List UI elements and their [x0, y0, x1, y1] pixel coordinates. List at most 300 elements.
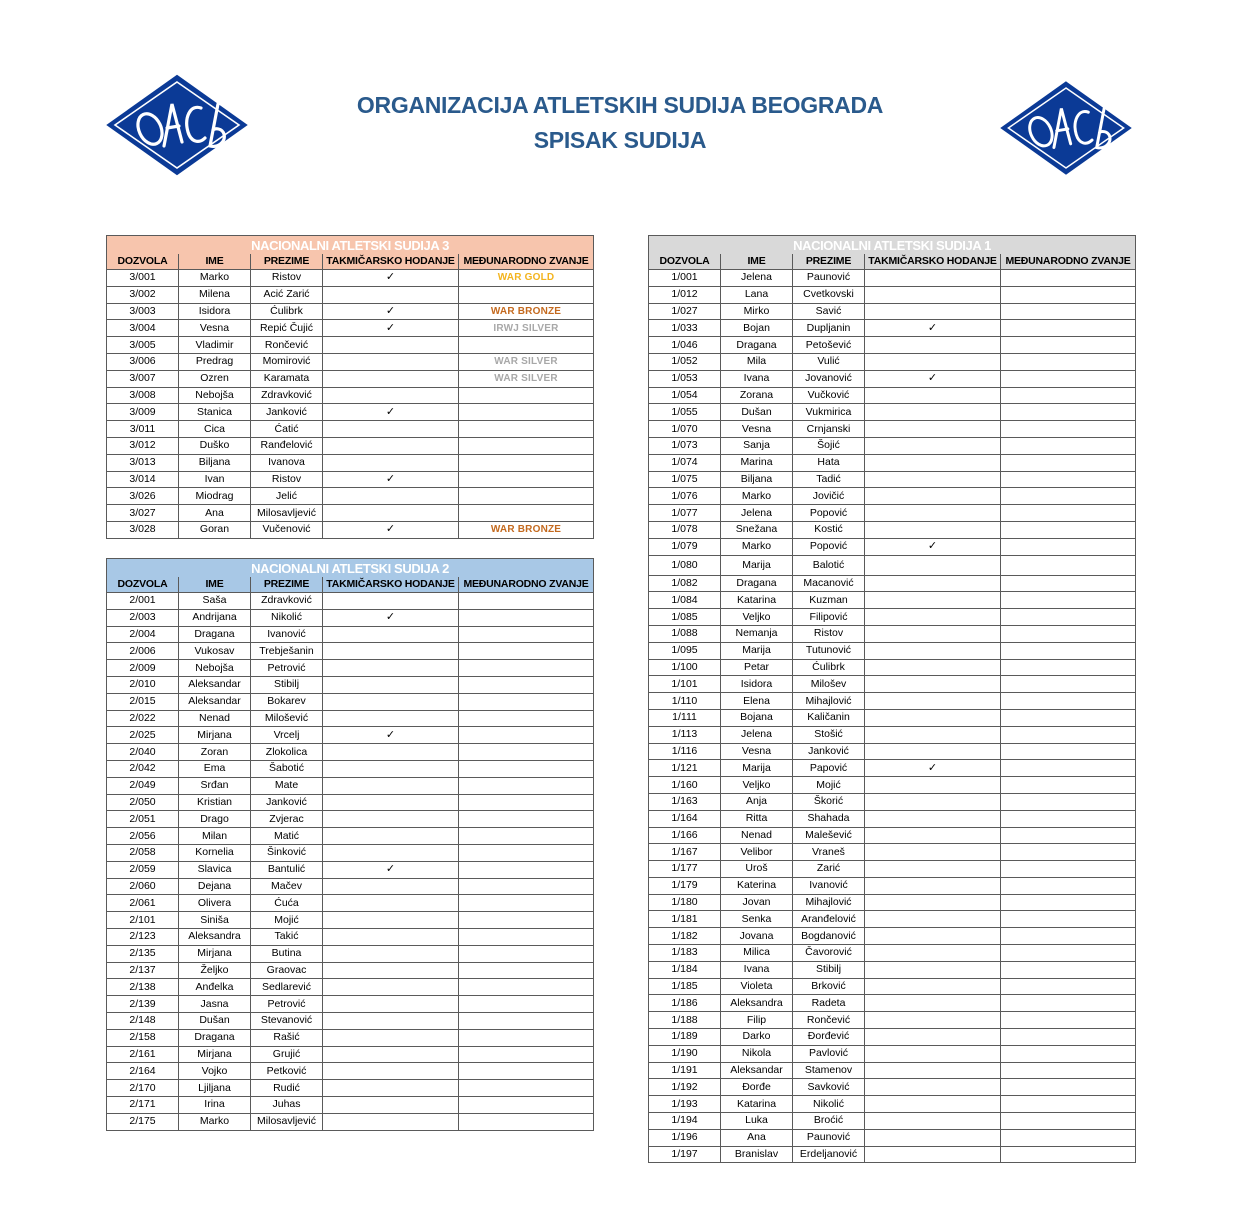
col-hodanje — [865, 609, 1001, 626]
col-hodanje — [865, 877, 1001, 894]
col-zvanje: IRWJ SILVER — [459, 320, 594, 337]
table-row — [649, 592, 1136, 609]
col-prezime: Mihajlović — [793, 693, 865, 710]
col-prezime: Popović — [793, 538, 865, 555]
table-title-row — [107, 236, 594, 255]
col-dozvola: 2/061 — [107, 895, 179, 912]
col-zvanje — [459, 945, 594, 962]
col-zvanje-header: MEĐUNARODNO ZVANJE — [459, 254, 594, 270]
column-header-row — [107, 577, 594, 593]
col-hodanje — [865, 1146, 1001, 1163]
col-zvanje: WAR BRONZE — [459, 303, 594, 320]
col-zvanje — [1001, 471, 1136, 488]
col-ime-header: IME — [179, 254, 251, 270]
col-prezime: Zlokolica — [251, 744, 323, 761]
col-hodanje — [865, 625, 1001, 642]
table-row — [107, 878, 594, 895]
col-dozvola: 1/033 — [649, 320, 721, 337]
col-dozvola: 1/054 — [649, 387, 721, 404]
col-dozvola: 2/001 — [107, 593, 179, 610]
col-dozvola: 1/193 — [649, 1096, 721, 1113]
col-ime: Nenad — [179, 710, 251, 727]
col-hodanje — [323, 744, 459, 761]
col-zvanje — [1001, 709, 1136, 726]
col-prezime: Zarić — [793, 861, 865, 878]
col-zvanje-header: MEĐUNARODNO ZVANJE — [1001, 254, 1136, 270]
table-row — [649, 777, 1136, 794]
table-row — [649, 861, 1136, 878]
table-row — [107, 505, 594, 522]
col-ime: Vesna — [721, 421, 793, 438]
col-dozvola: 3/014 — [107, 471, 179, 488]
col-zvanje — [459, 861, 594, 878]
col-prezime: Dupljanin — [793, 320, 865, 337]
col-dozvola-header: DOZVOLA — [107, 577, 179, 593]
col-dozvola: 2/004 — [107, 626, 179, 643]
col-zvanje — [1001, 995, 1136, 1012]
col-prezime: Savić — [793, 303, 865, 320]
table-row — [649, 1062, 1136, 1079]
col-prezime: Milosavljević — [251, 1113, 323, 1130]
check-icon: ✓ — [865, 538, 1001, 555]
table-row — [107, 521, 594, 538]
col-zvanje — [459, 928, 594, 945]
col-ime: Marko — [721, 538, 793, 555]
col-zvanje — [1001, 642, 1136, 659]
col-dozvola: 1/084 — [649, 592, 721, 609]
table-row — [649, 303, 1136, 320]
table-row — [107, 676, 594, 693]
col-hodanje-header: TAKMIČARSKO HODANJE — [323, 254, 459, 270]
col-prezime: Zdravković — [251, 387, 323, 404]
col-ime: Jelena — [721, 726, 793, 743]
table-row — [649, 844, 1136, 861]
col-ime: Katerina — [721, 877, 793, 894]
table-row — [649, 1146, 1136, 1163]
col-ime: Branislav — [721, 1146, 793, 1163]
col-dozvola: 2/015 — [107, 693, 179, 710]
table-row — [649, 760, 1136, 777]
table-row — [107, 794, 594, 811]
col-ime: Andrijana — [179, 609, 251, 626]
col-zvanje: WAR GOLD — [459, 270, 594, 287]
table-row — [107, 895, 594, 912]
col-ime: Snežana — [721, 521, 793, 538]
col-zvanje — [1001, 320, 1136, 337]
table-row — [107, 437, 594, 454]
col-hodanje — [323, 488, 459, 505]
table-row — [649, 609, 1136, 626]
col-dozvola: 1/100 — [649, 659, 721, 676]
col-dozvola: 2/175 — [107, 1113, 179, 1130]
col-dozvola: 1/180 — [649, 894, 721, 911]
table-row — [107, 303, 594, 320]
col-hodanje — [323, 1080, 459, 1097]
table-row — [649, 1113, 1136, 1130]
check-icon: ✓ — [865, 370, 1001, 387]
col-hodanje — [865, 270, 1001, 287]
col-prezime: Sedlarević — [251, 979, 323, 996]
col-zvanje — [459, 777, 594, 794]
col-prezime: Kaličanin — [793, 709, 865, 726]
table-row — [649, 693, 1136, 710]
col-zvanje — [1001, 1079, 1136, 1096]
col-hodanje — [323, 962, 459, 979]
col-dozvola: 2/101 — [107, 912, 179, 929]
col-prezime: Rončević — [793, 1012, 865, 1029]
col-prezime: Milosavljević — [251, 505, 323, 522]
check-icon: ✓ — [323, 320, 459, 337]
col-hodanje — [865, 555, 1001, 575]
col-hodanje — [865, 1062, 1001, 1079]
table-row — [649, 437, 1136, 454]
table-row — [649, 827, 1136, 844]
col-hodanje — [865, 961, 1001, 978]
col-prezime: Šojić — [793, 437, 865, 454]
col-prezime: Popović — [793, 505, 865, 522]
col-zvanje — [459, 488, 594, 505]
col-ime: Aleksandar — [179, 693, 251, 710]
col-hodanje — [865, 928, 1001, 945]
col-zvanje — [459, 676, 594, 693]
col-dozvola: 1/046 — [649, 337, 721, 354]
col-zvanje — [1001, 911, 1136, 928]
col-ime: Željko — [179, 962, 251, 979]
col-ime: Marko — [179, 1113, 251, 1130]
col-dozvola: 3/013 — [107, 454, 179, 471]
col-hodanje — [865, 1129, 1001, 1146]
table-row — [649, 575, 1136, 592]
col-ime-header: IME — [179, 577, 251, 593]
col-dozvola: 1/164 — [649, 810, 721, 827]
check-icon: ✓ — [323, 609, 459, 626]
col-zvanje — [1001, 1012, 1136, 1029]
col-hodanje — [323, 1012, 459, 1029]
col-dozvola: 3/003 — [107, 303, 179, 320]
table-row — [107, 996, 594, 1013]
col-hodanje — [865, 642, 1001, 659]
col-ime: Katarina — [721, 1096, 793, 1113]
col-hodanje — [323, 945, 459, 962]
col-ime: Jovana — [721, 928, 793, 945]
col-dozvola: 1/182 — [649, 928, 721, 945]
col-dozvola-header: DOZVOLA — [107, 254, 179, 270]
col-zvanje — [459, 844, 594, 861]
table-title: NACIONALNI ATLETSKI SUDIJA 1 — [649, 236, 1136, 255]
col-hodanje — [323, 593, 459, 610]
col-ime: Nebojša — [179, 660, 251, 677]
col-zvanje — [1001, 861, 1136, 878]
col-zvanje — [1001, 676, 1136, 693]
col-hodanje — [323, 454, 459, 471]
col-ime: Siniša — [179, 912, 251, 929]
col-prezime: Mojić — [251, 912, 323, 929]
col-prezime: Ristov — [251, 471, 323, 488]
col-ime: Zoran — [179, 744, 251, 761]
col-dozvola: 1/073 — [649, 437, 721, 454]
col-zvanje — [1001, 488, 1136, 505]
table-row — [649, 743, 1136, 760]
col-dozvola: 3/012 — [107, 437, 179, 454]
col-zvanje — [1001, 1029, 1136, 1046]
col-ime: Dragana — [179, 1029, 251, 1046]
col-dozvola: 1/166 — [649, 827, 721, 844]
table-row — [107, 1012, 594, 1029]
col-dozvola: 3/002 — [107, 286, 179, 303]
col-ime: Kornelia — [179, 844, 251, 861]
col-dozvola: 3/004 — [107, 320, 179, 337]
col-zvanje — [1001, 575, 1136, 592]
col-dozvola-header: DOZVOLA — [649, 254, 721, 270]
table-row — [107, 488, 594, 505]
col-hodanje — [323, 811, 459, 828]
col-zvanje — [1001, 303, 1136, 320]
col-prezime: Mihajlović — [793, 894, 865, 911]
col-prezime: Paunović — [793, 1129, 865, 1146]
col-dozvola: 1/163 — [649, 793, 721, 810]
col-hodanje — [865, 505, 1001, 522]
col-prezime: Crnjanski — [793, 421, 865, 438]
col-prezime: Papović — [793, 760, 865, 777]
col-zvanje — [459, 626, 594, 643]
col-zvanje — [1001, 760, 1136, 777]
table-row — [107, 727, 594, 744]
col-prezime: Vraneš — [793, 844, 865, 861]
col-ime: Bojan — [721, 320, 793, 337]
col-ime: Saša — [179, 593, 251, 610]
col-dozvola: 3/007 — [107, 370, 179, 387]
table-row — [649, 961, 1136, 978]
col-zvanje — [1001, 538, 1136, 555]
col-prezime: Bogdanović — [793, 928, 865, 945]
col-prezime: Kostić — [793, 521, 865, 538]
col-prezime: Tutunović — [793, 642, 865, 659]
col-zvanje — [459, 996, 594, 1013]
col-zvanje-header: MEĐUNARODNO ZVANJE — [459, 577, 594, 593]
col-prezime: Stibilj — [793, 961, 865, 978]
col-hodanje — [323, 760, 459, 777]
col-ime: Aleksandra — [721, 995, 793, 1012]
col-dozvola: 2/049 — [107, 777, 179, 794]
col-hodanje — [323, 710, 459, 727]
col-zvanje — [459, 387, 594, 404]
col-ime: Bojana — [721, 709, 793, 726]
col-hodanje — [865, 1029, 1001, 1046]
col-dozvola: 1/055 — [649, 404, 721, 421]
col-ime: Mirjana — [179, 1046, 251, 1063]
col-zvanje — [459, 593, 594, 610]
col-dozvola: 3/006 — [107, 353, 179, 370]
col-prezime: Mate — [251, 777, 323, 794]
table-row — [649, 911, 1136, 928]
table-row — [649, 387, 1136, 404]
col-ime: Miodrag — [179, 488, 251, 505]
col-hodanje — [865, 592, 1001, 609]
col-hodanje — [323, 844, 459, 861]
table-row — [649, 810, 1136, 827]
col-ime: Dragana — [721, 575, 793, 592]
col-dozvola: 1/012 — [649, 286, 721, 303]
col-hodanje — [865, 1113, 1001, 1130]
table-row — [649, 538, 1136, 555]
check-icon: ✓ — [323, 471, 459, 488]
table-row — [107, 1096, 594, 1113]
page-header — [300, 90, 940, 160]
check-icon: ✓ — [323, 727, 459, 744]
page-title: ORGANIZACIJA ATLETSKIH SUDIJA BEOGRADA — [356, 92, 884, 118]
col-dozvola: 2/003 — [107, 609, 179, 626]
table-row — [107, 404, 594, 421]
col-hodanje — [865, 421, 1001, 438]
col-hodanje — [865, 1012, 1001, 1029]
col-prezime: Šabotić — [251, 760, 323, 777]
col-hodanje — [323, 1063, 459, 1080]
col-zvanje — [1001, 625, 1136, 642]
col-dozvola: 1/080 — [649, 555, 721, 575]
col-dozvola: 1/110 — [649, 693, 721, 710]
table-row — [649, 337, 1136, 354]
col-zvanje — [459, 643, 594, 660]
col-zvanje — [459, 404, 594, 421]
col-prezime: Ristov — [793, 625, 865, 642]
col-ime: Predrag — [179, 353, 251, 370]
col-prezime: Radeta — [793, 995, 865, 1012]
col-zvanje — [459, 979, 594, 996]
col-prezime: Vrcelj — [251, 727, 323, 744]
col-dozvola: 1/190 — [649, 1045, 721, 1062]
col-dozvola: 3/009 — [107, 404, 179, 421]
table-row — [107, 710, 594, 727]
col-zvanje — [459, 693, 594, 710]
col-ime: Vladimir — [179, 337, 251, 354]
col-prezime: Nikolić — [793, 1096, 865, 1113]
col-prezime: Repić Čujić — [251, 320, 323, 337]
table-row — [107, 760, 594, 777]
col-ime: Marija — [721, 642, 793, 659]
col-hodanje — [865, 894, 1001, 911]
col-zvanje — [459, 1113, 594, 1130]
col-dozvola: 1/184 — [649, 961, 721, 978]
col-dozvola: 2/123 — [107, 928, 179, 945]
col-dozvola: 1/075 — [649, 471, 721, 488]
col-dozvola: 1/185 — [649, 978, 721, 995]
table-row — [107, 421, 594, 438]
col-prezime: Cvetkovski — [793, 286, 865, 303]
col-prezime-header: PREZIME — [251, 254, 323, 270]
check-icon: ✓ — [865, 760, 1001, 777]
col-ime: Aleksandar — [179, 676, 251, 693]
table-row — [107, 471, 594, 488]
col-ime: Senka — [721, 911, 793, 928]
table-row — [107, 286, 594, 303]
col-dozvola: 1/076 — [649, 488, 721, 505]
col-prezime: Juhas — [251, 1096, 323, 1113]
col-ime: Marina — [721, 454, 793, 471]
col-dozvola: 2/006 — [107, 643, 179, 660]
col-zvanje — [459, 760, 594, 777]
col-dozvola: 2/051 — [107, 811, 179, 828]
table-row — [107, 1063, 594, 1080]
col-dozvola: 1/192 — [649, 1079, 721, 1096]
col-hodanje — [865, 995, 1001, 1012]
table-row — [107, 660, 594, 677]
col-zvanje — [459, 437, 594, 454]
table-sudija-1 — [648, 235, 1136, 1163]
col-hodanje — [865, 709, 1001, 726]
col-prezime: Vukmirica — [793, 404, 865, 421]
col-ime: Marija — [721, 555, 793, 575]
col-dozvola: 1/113 — [649, 726, 721, 743]
col-ime: Anja — [721, 793, 793, 810]
col-zvanje — [459, 1063, 594, 1080]
col-zvanje — [1001, 1113, 1136, 1130]
col-hodanje — [323, 353, 459, 370]
col-hodanje — [323, 996, 459, 1013]
col-hodanje — [323, 794, 459, 811]
col-hodanje — [865, 337, 1001, 354]
col-prezime: Ćuća — [251, 895, 323, 912]
col-dozvola: 2/138 — [107, 979, 179, 996]
col-ime-header: IME — [721, 254, 793, 270]
table-title: NACIONALNI ATLETSKI SUDIJA 2 — [107, 559, 594, 578]
col-prezime: Petošević — [793, 337, 865, 354]
page-subtitle: SPISAK SUDIJA — [533, 127, 707, 153]
oacb-logo-left — [106, 74, 248, 176]
col-dozvola: 2/059 — [107, 861, 179, 878]
col-zvanje: WAR SILVER — [459, 353, 594, 370]
col-zvanje — [459, 710, 594, 727]
col-ime: Ivana — [721, 961, 793, 978]
col-dozvola: 1/053 — [649, 370, 721, 387]
col-hodanje — [323, 912, 459, 929]
col-ime: Ritta — [721, 810, 793, 827]
col-ime: Ljiljana — [179, 1080, 251, 1097]
col-prezime: Zvjerac — [251, 811, 323, 828]
col-hodanje — [865, 676, 1001, 693]
col-prezime: Rudić — [251, 1080, 323, 1097]
col-zvanje — [1001, 844, 1136, 861]
col-ime: Milica — [721, 945, 793, 962]
col-dozvola: 1/189 — [649, 1029, 721, 1046]
col-ime: Zorana — [721, 387, 793, 404]
col-dozvola: 2/139 — [107, 996, 179, 1013]
check-icon: ✓ — [323, 270, 459, 287]
table-row — [107, 1046, 594, 1063]
col-hodanje — [865, 437, 1001, 454]
col-zvanje — [1001, 505, 1136, 522]
check-icon: ✓ — [323, 303, 459, 320]
table-row — [649, 726, 1136, 743]
col-ime: Biljana — [721, 471, 793, 488]
col-zvanje — [459, 421, 594, 438]
col-zvanje — [459, 878, 594, 895]
col-dozvola: 1/088 — [649, 625, 721, 642]
col-dozvola: 1/111 — [649, 709, 721, 726]
col-prezime-header: PREZIME — [793, 254, 865, 270]
col-ime: Nemanja — [721, 625, 793, 642]
col-prezime: Stevanović — [251, 1012, 323, 1029]
col-hodanje — [865, 521, 1001, 538]
col-prezime: Savković — [793, 1079, 865, 1096]
col-ime: Irina — [179, 1096, 251, 1113]
col-ime: Ema — [179, 760, 251, 777]
col-prezime: Zdravković — [251, 593, 323, 610]
col-ime: Ozren — [179, 370, 251, 387]
col-zvanje — [1001, 777, 1136, 794]
table-row — [649, 676, 1136, 693]
col-ime: Jelena — [721, 505, 793, 522]
col-hodanje — [323, 1096, 459, 1113]
